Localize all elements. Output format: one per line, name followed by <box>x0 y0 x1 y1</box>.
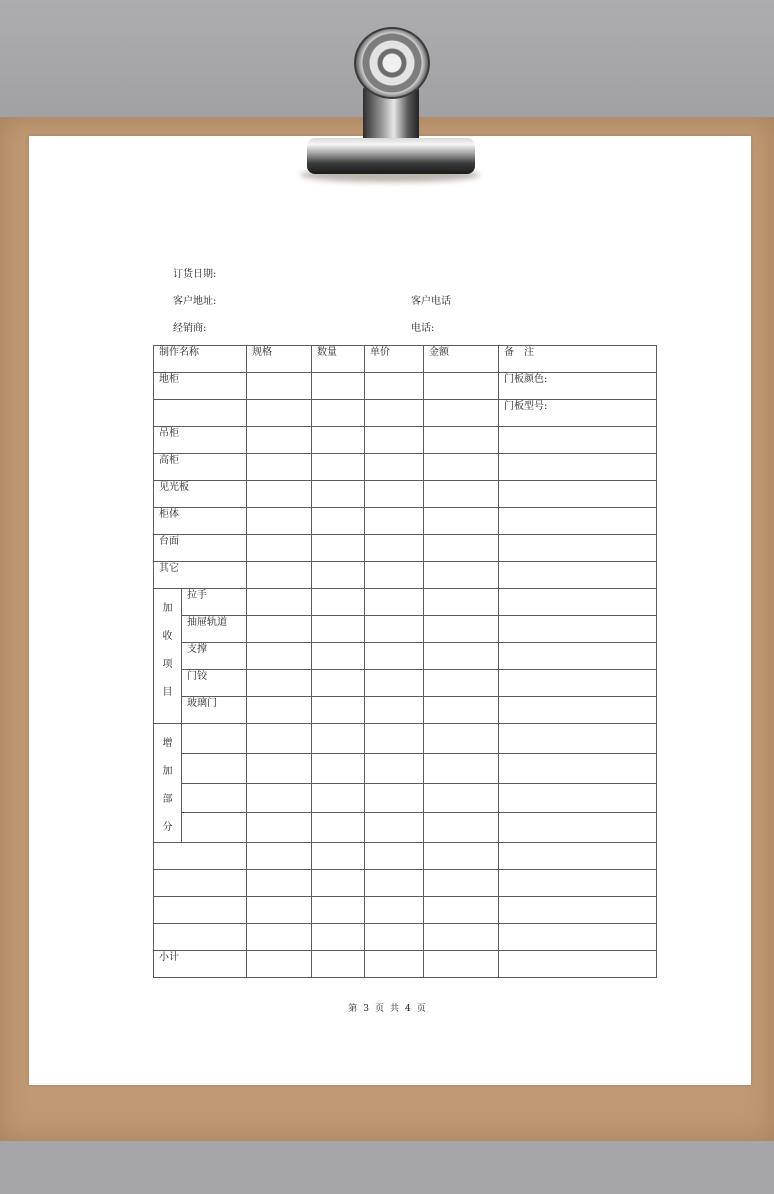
table-row <box>154 724 657 754</box>
col-header-amount: 金额 <box>424 346 499 373</box>
row-label-glass-cabinet: 见光板 <box>154 481 247 508</box>
page-footer: 第 3 页 共 4 页 <box>348 1004 426 1014</box>
remark-door-model: 门板型号: <box>499 400 657 427</box>
remark-door-color: 门板颜色: <box>499 373 657 400</box>
order-table <box>153 345 657 978</box>
table-row <box>154 643 657 670</box>
col-header-unit-price: 单价 <box>365 346 424 373</box>
table-row <box>154 697 657 724</box>
row-label-cabinet-body: 柜体 <box>154 508 247 535</box>
row-label-tall-cabinet: 高柜 <box>154 454 247 481</box>
table-row <box>154 481 657 508</box>
row-label-wall-cabinet: 吊柜 <box>154 427 247 454</box>
subtotal-row <box>154 951 657 978</box>
table-row <box>154 924 657 951</box>
phone-label: 电话: <box>411 323 435 334</box>
col-header-spec: 规格 <box>247 346 312 373</box>
extra-charge-group-label: 加 收 项 目 <box>154 589 182 724</box>
order-date-label: 订货日期: <box>173 269 217 280</box>
dealer-label: 经销商: <box>173 323 207 334</box>
table-row <box>154 870 657 897</box>
table-row <box>154 454 657 481</box>
customer-address-label: 客户地址: <box>173 296 217 307</box>
table-row <box>154 589 657 616</box>
table-row <box>154 616 657 643</box>
extra-item-glass-door: 玻璃门 <box>182 697 247 724</box>
current-page-number: 3 <box>363 1004 369 1014</box>
table-row <box>154 670 657 697</box>
extra-item-drawer-rail: 抽屉轨道 <box>182 616 247 643</box>
extra-item-handle: 拉手 <box>182 589 247 616</box>
col-header-remarks: 备 注 <box>499 346 657 373</box>
table-row <box>154 400 657 427</box>
extra-item-support: 支撑 <box>182 643 247 670</box>
table-row <box>154 427 657 454</box>
table-row <box>154 897 657 924</box>
row-label-floor-cabinet: 地柜 <box>154 373 247 400</box>
table-row <box>154 373 657 400</box>
total-pages-number: 4 <box>405 1004 411 1014</box>
table-row <box>154 843 657 870</box>
row-label-subtotal: 小计 <box>154 951 247 978</box>
table-row <box>154 508 657 535</box>
table-row <box>154 535 657 562</box>
added-section-group-label: 增 加 部 分 <box>154 724 182 843</box>
table-row <box>154 813 657 843</box>
binder-clip-ring-icon <box>354 27 430 99</box>
table-row <box>154 753 657 783</box>
row-label-other: 其它 <box>154 562 247 589</box>
col-header-qty: 数量 <box>312 346 365 373</box>
table-header-row <box>154 346 657 373</box>
binder-clip-base <box>307 138 475 174</box>
table-row <box>154 783 657 813</box>
row-label-countertop: 台面 <box>154 535 247 562</box>
extra-item-hinge: 门铰 <box>182 670 247 697</box>
table-row <box>154 562 657 589</box>
customer-phone-label: 客户电话 <box>411 296 451 307</box>
col-header-name: 制作名称 <box>154 346 247 373</box>
